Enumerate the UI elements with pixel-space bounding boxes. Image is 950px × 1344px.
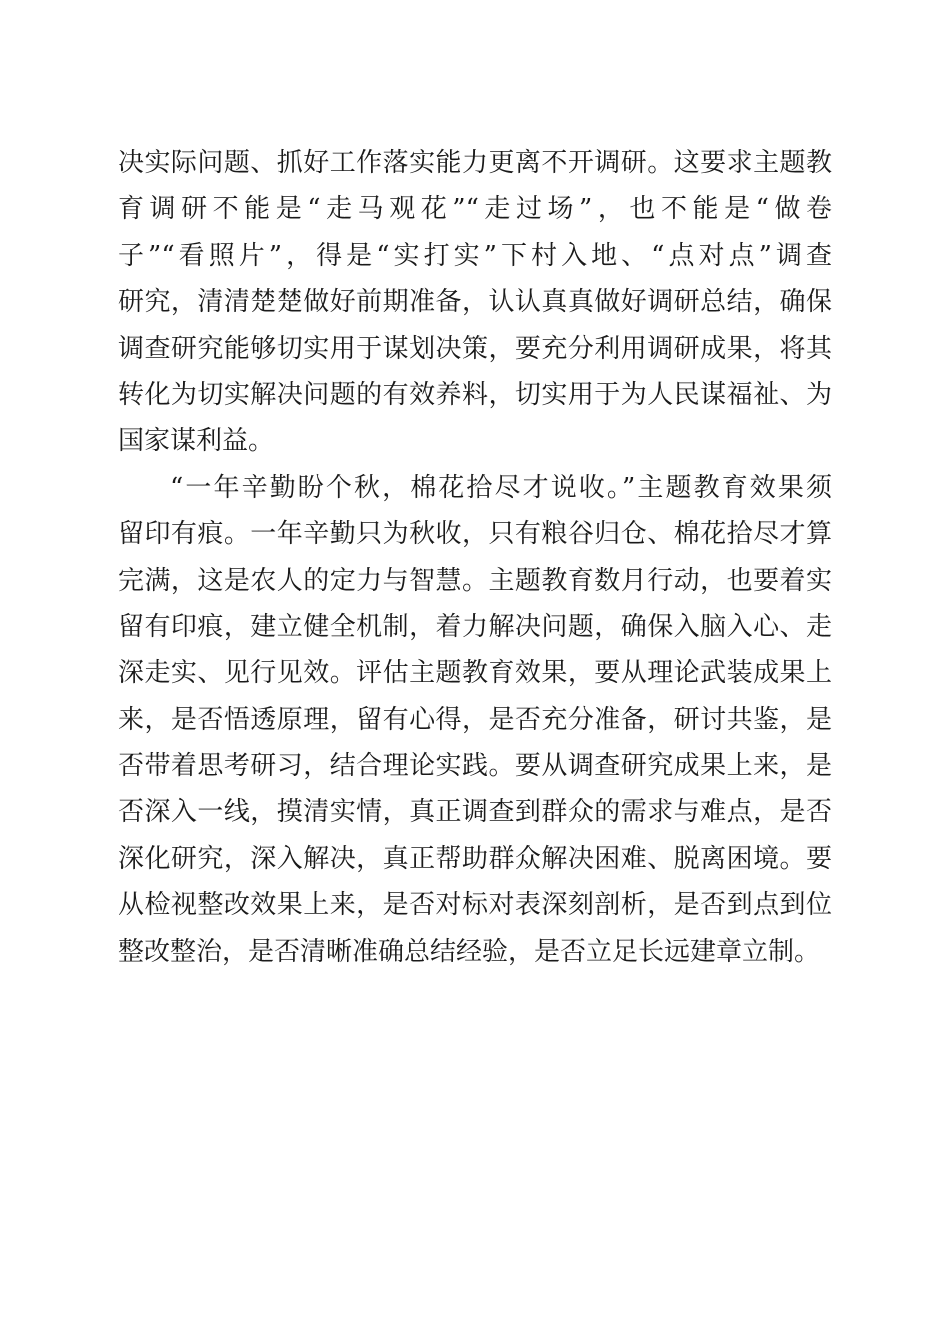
paragraph-line: 整改整治，是否清晰准确总结经验，是否立足长远建章立制。 [118,936,821,967]
body-text [118,140,832,975]
paragraph-line: 育调研不能是“走马观花”“走过场”，也不能是“做卷 [118,194,832,225]
paragraph-line: 转化为切实解决问题的有效养料，切实用于为人民谋福祉、为 [118,379,832,410]
paragraph-line: “一年辛勤盼个秋，棉花拾尽才说收。”主题教育效果须 [170,472,832,503]
paragraph-line: 否深入一线，摸清实情，真正调查到群众的需求与难点，是否 [118,797,832,828]
paragraph-line: 留有印痕，建立健全机制，着力解决问题，确保入脑入心、走 [118,611,832,642]
paragraph-line: 否带着思考研习，结合理论实践。要从调查研究成果上来，是 [118,751,832,782]
paragraph-2 [118,465,832,975]
paragraph-line: 国家谋利益。 [118,426,275,457]
paragraph-line: 深化研究，深入解决，真正帮助群众解决困难、脱离困境。要 [118,843,832,874]
paragraph-line: 子”“看照片”，得是“实打实”下村入地、“点对点”调查 [118,240,832,271]
paragraph-line: 从检视整改效果上来，是否对标对表深刻剖析，是否到点到位 [118,890,832,921]
paragraph-line: 调查研究能够切实用于谋划决策，要充分利用调研成果，将其 [118,333,832,364]
paragraph-line: 深走实、见行见效。评估主题教育效果，要从理论武装成果上 [118,658,832,689]
paragraph-line: 来，是否悟透原理，留有心得，是否充分准备，研讨共鉴，是 [118,704,832,735]
paragraph-line: 研究，清清楚楚做好前期准备，认认真真做好调研总结，确保 [118,287,832,318]
paragraph-line: 决实际问题、抓好工作落实能力更离不开调研。这要求主题教 [118,148,832,178]
paragraph-1 [118,140,832,465]
paragraph-line: 完满，这是农人的定力与智慧。主题教育数月行动，也要着实 [118,565,832,596]
paragraph-line: 留印有痕。一年辛勤只为秋收，只有粮谷归仓、棉花拾尽才算 [118,519,832,550]
